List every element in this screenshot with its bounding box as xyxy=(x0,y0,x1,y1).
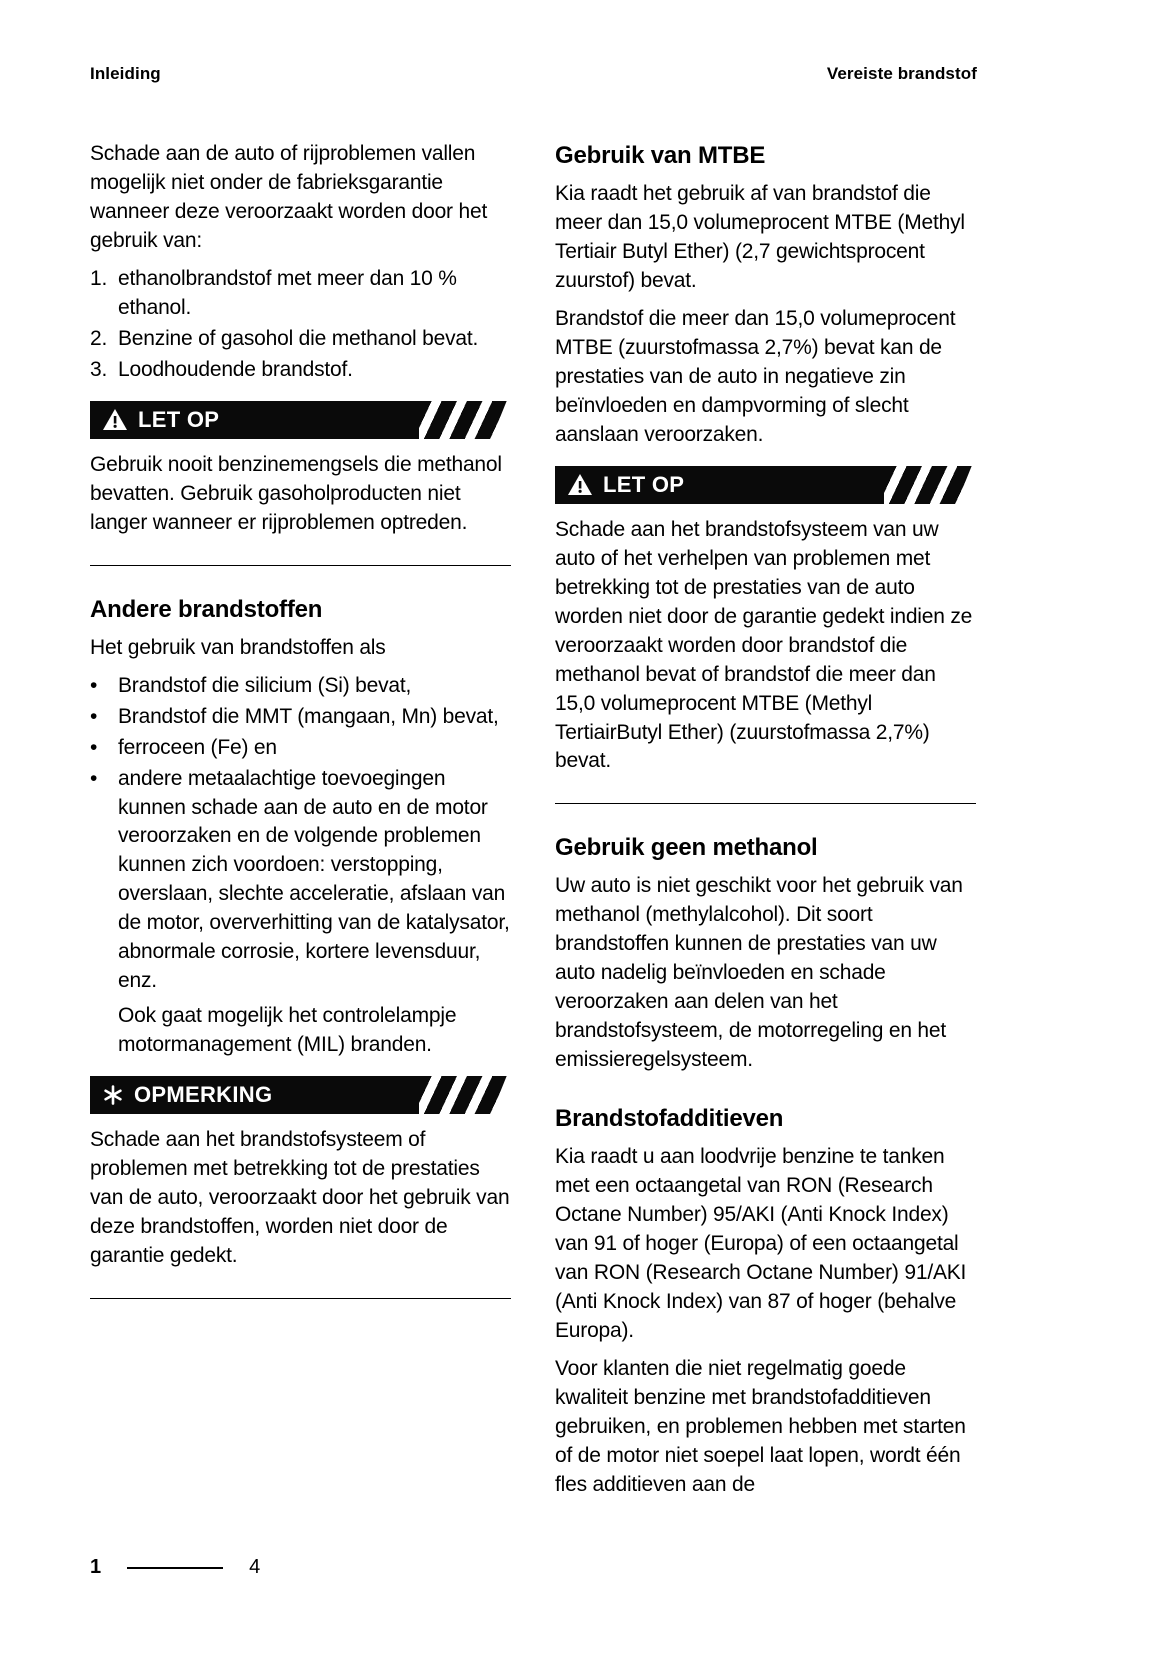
section-heading: Gebruik geen methanol xyxy=(555,834,818,862)
list-item-text: Benzine of gasohol die methanol bevat. xyxy=(118,326,479,350)
list-item xyxy=(90,703,511,732)
two-column-layout xyxy=(90,140,977,1509)
list-item xyxy=(90,356,511,385)
section-heading: Gebruik van MTBE xyxy=(555,142,766,169)
list-item-text: andere metaalachtige toevoegingen kunnen schade aan de auto en de motor veroorzaken en de volgende problemen kunnen zich voordoen: verstopping, overslaan, slechte acceleratie, afslaan van de motor, oververhitting van de katalysator, abnormale corrosie, kortere levensduur, enz. xyxy=(118,766,510,993)
list-item xyxy=(90,734,511,763)
banner-stripes-decoration xyxy=(884,466,970,504)
list-item xyxy=(90,265,511,323)
notice-body: Schade aan het brandstofsysteem of problemen met betrekking tot de prestaties van de auto, veroorzaakt door het gebruik van deze brandstoffen, worden niet door de garantie gedekt. xyxy=(90,1128,510,1268)
list-item-text: Loodhoudende brandstof. xyxy=(118,357,353,381)
page-header xyxy=(90,64,977,84)
list-item xyxy=(90,765,511,997)
caution-banner xyxy=(555,466,976,504)
chapter-number: 1 xyxy=(90,1556,102,1578)
bullet-marker: • xyxy=(90,735,98,759)
list-number: 3. xyxy=(90,357,108,381)
warning-triangle-icon xyxy=(568,474,592,495)
paragraph: Het gebruik van brandstoffen als xyxy=(90,635,386,659)
list-item xyxy=(90,325,511,354)
list-item-text: ethanolbrandstof met meer dan 10 % ethanol. xyxy=(118,266,457,319)
numbered-list xyxy=(90,265,511,385)
page-footer xyxy=(90,1556,260,1579)
paragraph: Voor klanten die niet regelmatig goede kwaliteit benzine met brandstofadditieven gebruiken, en problemen hebben met starten of de motor niet soepel laat lopen, wordt één fles additieven aan de xyxy=(555,1357,966,1496)
notice-banner xyxy=(90,1076,511,1114)
paragraph: Brandstof die meer dan 15,0 volumeprocent MTBE (zuurstofmassa 2,7%) bevat kan de prestaties van de auto in negatieve zin beïnvloeden en dampvorming of slecht aanslaan veroorzaken. xyxy=(555,306,956,446)
caution-body: Gebruik nooit benzinemengsels die methanol bevatten. Gebruik gasoholproducten niet langer wanneer er rijproblemen optreden. xyxy=(90,452,502,534)
intro-paragraph: Schade aan de auto of rijproblemen vallen mogelijk niet onder de fabrieksgarantie wanneer deze veroorzaakt worden door het gebruik van: xyxy=(90,142,488,252)
warning-triangle-icon xyxy=(103,409,127,430)
list-item xyxy=(90,672,511,701)
paragraph: Kia raadt u aan loodvrije benzine te tanken met een octaangetal van RON (Research Octane Number) 95/AKI (Anti Knock Index) van 91 of hoger (Europa) of een octaangetal van RON (Research Octane Number) 91/AKI (Anti Knock Index) van 87 of hoger (behalve Europa). xyxy=(555,1145,967,1343)
section-heading: Andere brandstoffen xyxy=(90,595,323,623)
list-item-text: Brandstof die silicium (Si) bevat, xyxy=(118,673,412,697)
notice-section xyxy=(90,1076,511,1299)
caution-body: Schade aan het brandstofsysteem van uw auto of het verhelpen van problemen met betrekking tot de prestaties van de auto worden niet door de garantie gedekt indien ze veroorzaakt worden door brandstof die methanol bevat of brandstof die meer dan 15,0 volumeprocent MTBE (Methyl TertiairButyl Ether) (zuurstofmassa 2,7%) bevat. xyxy=(555,517,973,773)
right-column xyxy=(555,140,976,1509)
header-section-title: Inleiding xyxy=(90,64,161,83)
list-number: 1. xyxy=(90,266,108,290)
banner-stripes-decoration xyxy=(419,1076,505,1114)
section-heading: Brandstofadditieven xyxy=(555,1105,784,1133)
asterisk-icon xyxy=(103,1085,123,1105)
list-item-text: Brandstof die MMT (mangaan, Mn) bevat, xyxy=(118,704,499,728)
page-number: 4 xyxy=(249,1556,261,1578)
paragraph: Ook gaat mogelijk het controlelampje motormanagement (MIL) branden. xyxy=(118,1004,457,1057)
notice-title: OPMERKING xyxy=(134,1082,273,1108)
list-item-text: ferroceen (Fe) en xyxy=(118,735,277,759)
header-topic-title: Vereiste brandstof xyxy=(826,64,977,83)
caution-title: LET OP xyxy=(138,406,220,432)
footer-divider xyxy=(127,1567,223,1569)
caution-section xyxy=(555,466,976,805)
paragraph: Kia raadt het gebruik af van brandstof die meer dan 15,0 volumeprocent MTBE (Methyl Tertiair Butyl Ether) (2,7 gewichtsprocent zuurstof) bevat. xyxy=(555,182,965,292)
caution-section xyxy=(90,401,511,566)
bullet-list xyxy=(90,672,511,997)
bullet-marker: • xyxy=(90,766,98,790)
caution-banner xyxy=(90,401,511,439)
list-number: 2. xyxy=(90,326,108,350)
bullet-marker: • xyxy=(90,673,98,697)
banner-stripes-decoration xyxy=(419,401,505,439)
caution-title: LET OP xyxy=(603,471,685,497)
left-column xyxy=(90,140,511,1509)
paragraph: Uw auto is niet geschikt voor het gebruik van methanol (methylalcohol). Dit soort brandstoffen kunnen de prestaties van uw auto nadelig beïnvloeden en schade veroorzaken aan delen van het brandstofsysteem, de motorregeling en het emissieregelsysteem. xyxy=(555,874,963,1072)
bullet-marker: • xyxy=(90,704,98,728)
